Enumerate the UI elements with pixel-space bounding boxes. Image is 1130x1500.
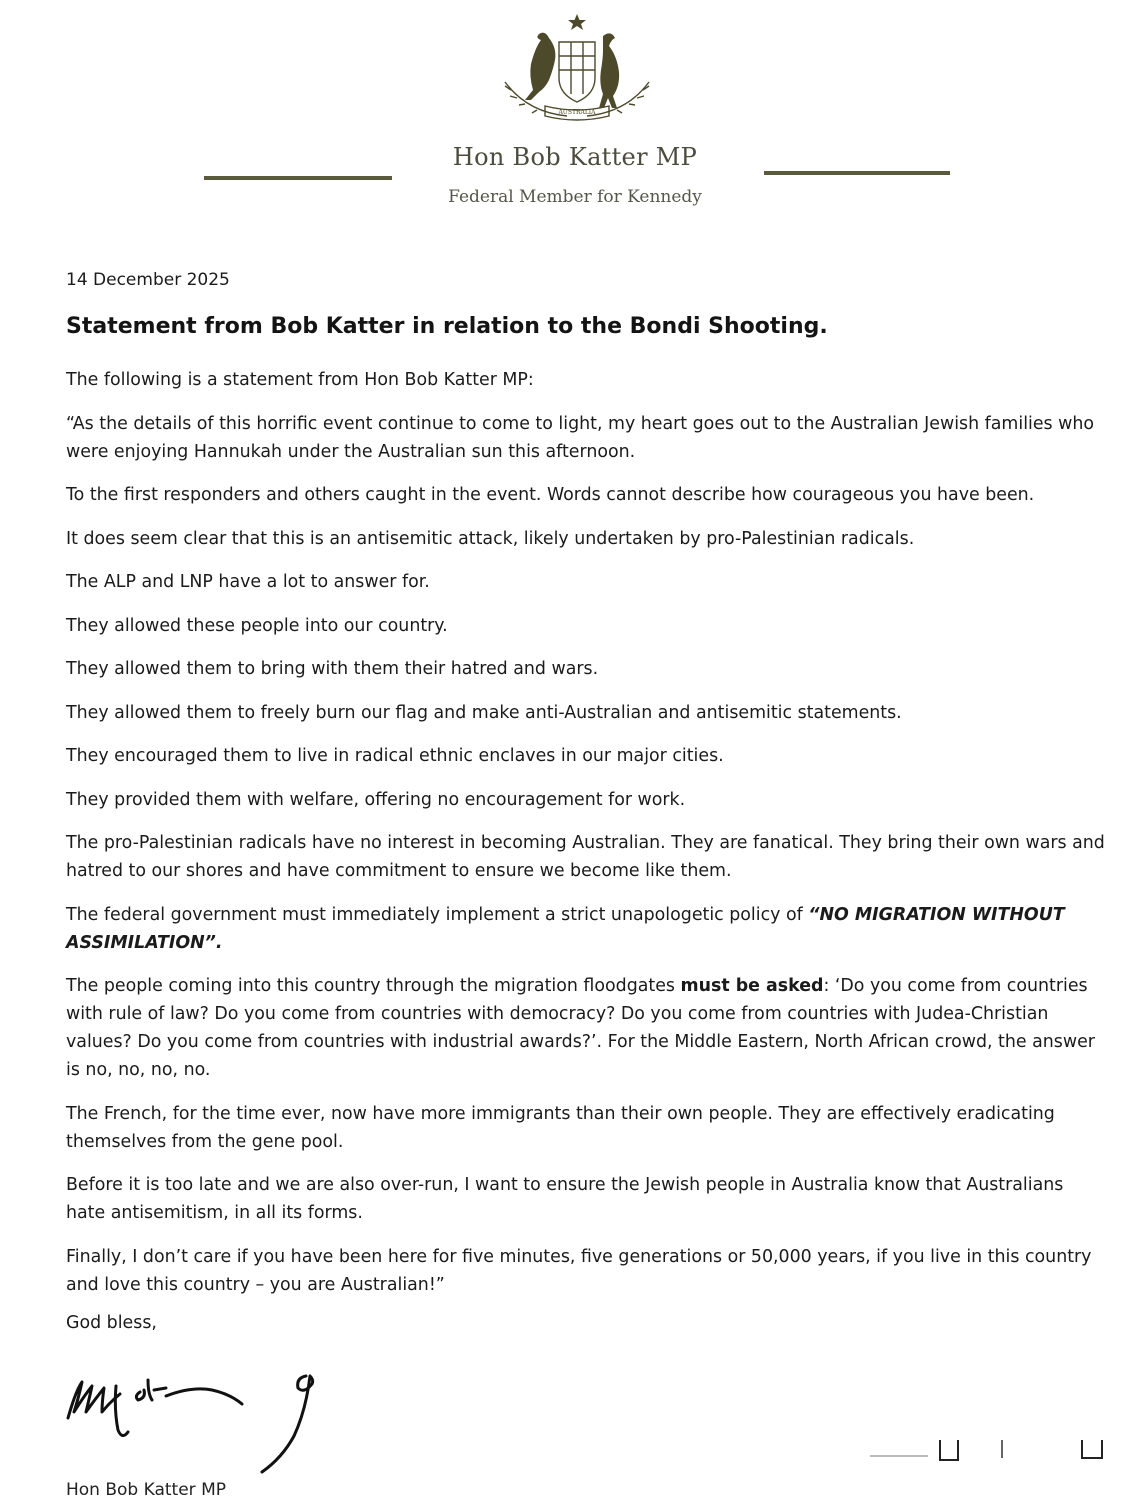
paragraph-3: It does seem clear that this is an antisemitic attack, likely undertaken by pro-Palestinian radicals.: [66, 528, 915, 549]
paragraph-12-text-b: : ‘Do you come from countries with rule of law? Do you come from countries with democracy? Do you come from countries with Judea-Christian values? Do you come from countries with industrial awards?’. For the Middle Eastern, North African crowd, the answer is no, no, no, no.: [66, 976, 1095, 1080]
paragraph-6: They allowed them to bring with them their hatred and wars.: [66, 659, 599, 679]
paragraph-12-emphasis: must be asked: [680, 976, 824, 996]
letter-body: [66, 366, 1106, 1314]
paragraph-12: [66, 972, 1106, 1084]
paragraph-intro: The following is a statement from Hon Bob Katter MP:: [66, 370, 534, 390]
paragraph-11-text: The federal government must immediately implement a strict unapologetic policy of: [66, 904, 809, 925]
paragraph-15: Finally, I don’t care if you have been here for five minutes, five generations or 50,000 years, if you live in this country and love this country – you are Australian!”: [66, 1246, 1092, 1295]
page-curl-artifact-icon: [868, 1436, 1106, 1466]
signature-name: Hon Bob Katter MP: [66, 1480, 226, 1500]
coat-of-arms-icon: [497, 12, 657, 134]
paragraph-7: They allowed them to freely burn our flag and make anti-Australian and antisemitic statements.: [66, 702, 902, 723]
paragraph-4: The ALP and LNP have a lot to answer for.: [66, 572, 430, 592]
paragraph-14: Before it is too late and we are also over-run, I want to ensure the Jewish people in Australia know that Australians hate antisemitism, in all its forms.: [66, 1175, 1064, 1223]
crest-ribbon-text: AUSTRALIA: [558, 109, 596, 116]
letter-signoff: God bless,: [66, 1313, 157, 1333]
paragraph-10: The pro-Palestinian radicals have no interest in becoming Australian. They are fanatical. They bring their own wars and hatred to our shores and have commitment to ensure we become like them.: [66, 833, 1105, 881]
paragraph-2: To the first responders and others caught in the event. Words cannot describe how courageous you have been.: [66, 485, 1035, 505]
paragraph-11: [66, 901, 1106, 957]
paragraph-12-text-a: The people coming into this country through the migration floodgates: [66, 976, 681, 996]
paragraph-1: “As the details of this horrific event continue to come to light, my heart goes out to the Australian Jewish families who were enjoying Hannukah under the Australian sun this afternoon.: [66, 413, 1095, 462]
letter-date: 14 December 2025: [66, 270, 230, 290]
letterhead-rule-right: [764, 171, 950, 175]
letterhead-seat: Federal Member for Kennedy: [448, 187, 702, 207]
paragraph-13: The French, for the time ever, now have more immigrants than their own people. They are effectively eradicating themselves from the gene pool.: [66, 1103, 1055, 1152]
letter-heading: Statement from Bob Katter in relation to the Bondi Shooting.: [66, 314, 828, 339]
policy-slogan: “NO MIGRATION WITHOUT ASSIMILATION”.: [66, 904, 1065, 953]
paragraph-8: They encouraged them to live in radical ethnic enclaves in our major cities.: [66, 746, 724, 766]
handwritten-signature: [62, 1360, 332, 1480]
paragraph-5: They allowed these people into our country.: [66, 615, 448, 636]
letterhead-rule-left: [204, 176, 392, 180]
letterhead-name: Hon Bob Katter MP: [452, 143, 698, 171]
paragraph-9: They provided them with welfare, offering no encouragement for work.: [66, 789, 686, 810]
